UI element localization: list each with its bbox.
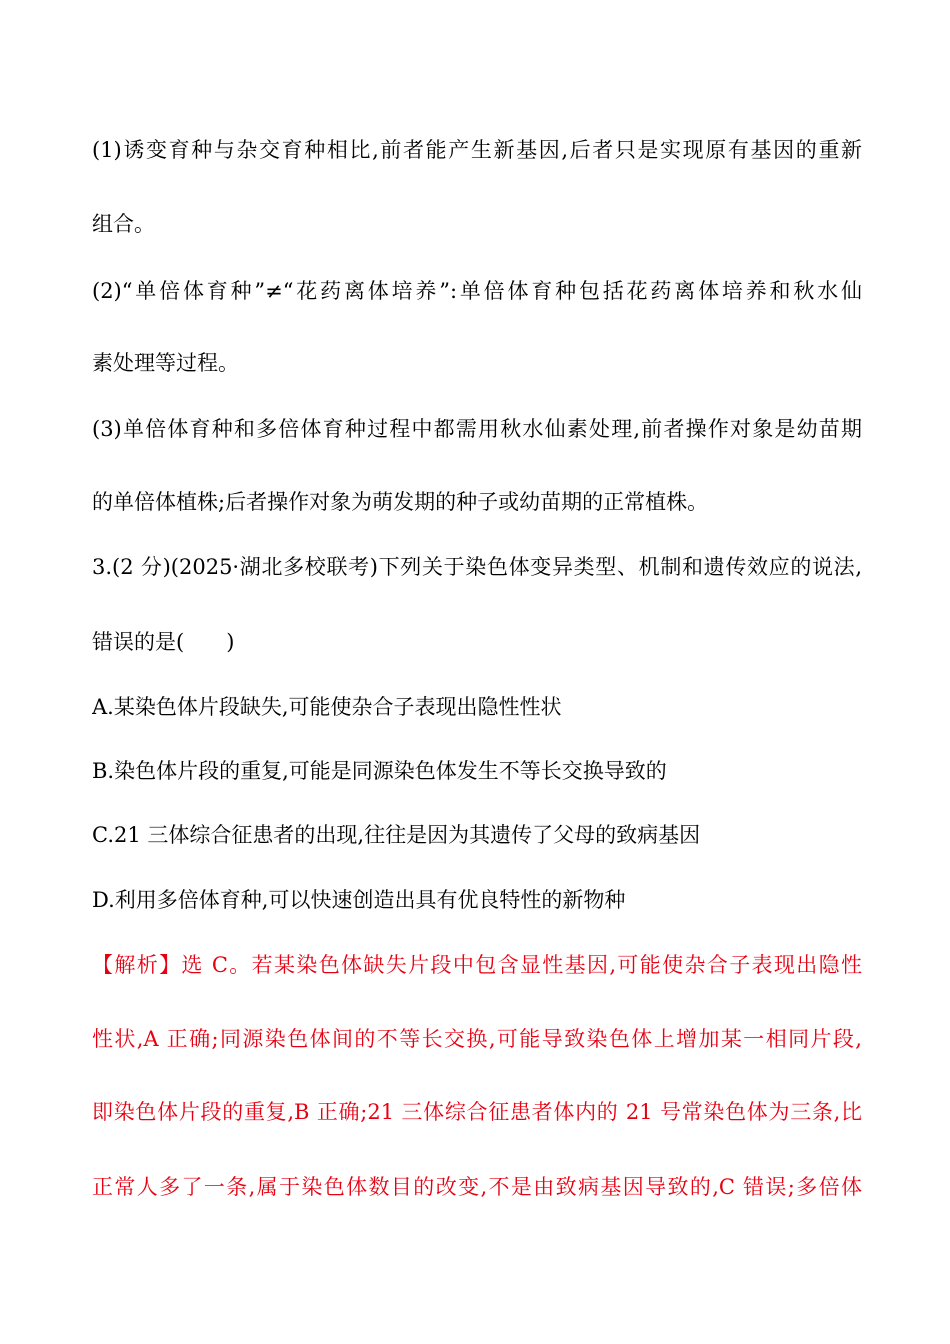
analysis-line-1: 【解析】选 C。若某染色体缺失片段中包含显性基因,可能使杂合子表现出隐性 <box>92 953 862 977</box>
option-c: C.21 三体综合征患者的出现,往往是因为其遗传了父母的致病基因 <box>92 823 701 847</box>
analysis-line-3: 即染色体片段的重复,B 正确;21 三体综合征患者体内的 21 号常染色体为三条,比 <box>92 1100 862 1124</box>
note-2-line-1: (2)“单倍体育种”≠“花药离体培养”:单倍体育种包括花药离体培养和秋水仙 <box>92 279 862 303</box>
option-a: A.某染色体片段缺失,可能使杂合子表现出隐性性状 <box>92 695 562 719</box>
option-b: B.染色体片段的重复,可能是同源染色体发生不等长交换导致的 <box>92 759 667 783</box>
question-stem-line-2: 错误的是( ) <box>92 630 235 654</box>
note-3-line-1: (3)单倍体育种和多倍体育种过程中都需用秋水仙素处理,前者操作对象是幼苗期 <box>92 417 862 441</box>
option-d: D.利用多倍体育种,可以快速创造出具有优良特性的新物种 <box>92 888 626 912</box>
note-2-line-2: 素处理等过程。 <box>92 351 239 375</box>
note-3-line-2: 的单倍体植株;后者操作对象为萌发期的种子或幼苗期的正常植株。 <box>92 490 709 514</box>
analysis-line-2: 性状,A 正确;同源染色体间的不等长交换,可能导致染色体上增加某一相同片段, <box>92 1027 862 1051</box>
note-1-line-1: (1)诱变育种与杂交育种相比,前者能产生新基因,后者只是实现原有基因的重新 <box>92 138 862 162</box>
note-1-line-2: 组合。 <box>92 212 155 236</box>
analysis-line-4: 正常人多了一条,属于染色体数目的改变,不是由致病基因导致的,C 错误;多倍体 <box>92 1175 862 1199</box>
question-stem-line-1: 3.(2 分)(2025·湖北多校联考)下列关于染色体变异类型、机制和遗传效应的说法, <box>92 555 862 579</box>
